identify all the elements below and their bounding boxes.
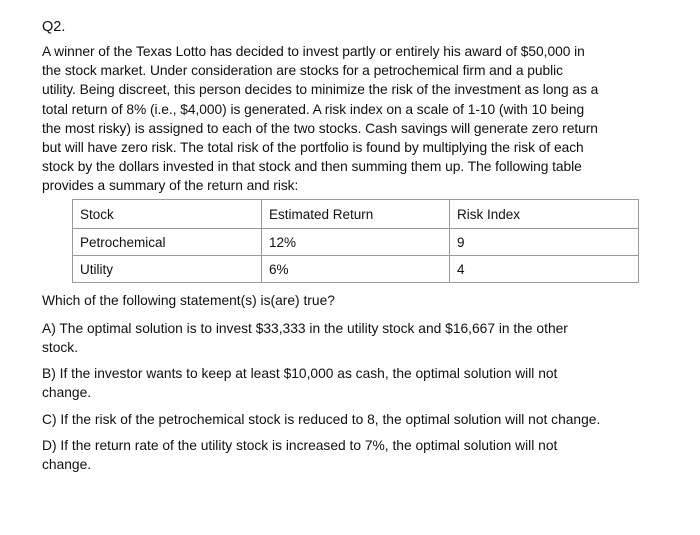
intro-line: utility. Being discreet, this person decides to minimize the risk of the investment as long as a [42,82,599,98]
option-line: stock. [42,340,79,355]
table-cell-stock: Petrochemical [73,229,262,256]
question-number: Q2. [42,19,66,35]
intro-line: stock by the dollars invested in that stock and then summing them up. The following table [42,159,582,175]
return-risk-table [72,199,639,283]
table-cell-risk: 4 [450,256,639,283]
option-b [42,364,652,402]
intro-line: A winner of the Texas Lotto has decided to invest partly or entirely his award of $50,000 in [42,44,585,59]
table-row [73,229,639,256]
question-prompt: Which of the following statement(s) is(are) true? [42,293,335,308]
option-line: D) If the return rate of the utility stock is increased to 7%, the optimal solution will not [42,438,558,453]
option-line: A) The optimal solution is to invest $33,333 in the utility stock and $16,667 in the other [42,321,568,336]
option-line: C) If the risk of the petrochemical stock is reduced to 8, the optimal solution will not change. [42,412,601,427]
intro-line: but will have zero risk. The total risk of the portfolio is found by multiplying the risk of each [42,140,584,156]
table-header-row [73,200,639,229]
option-a [42,319,652,357]
question-intro-paragraph [42,42,652,196]
intro-line: provides a summary of the return and risk: [42,178,299,194]
option-line: change. [42,457,92,472]
table-header-cell-stock: Stock [73,200,262,229]
table-cell-stock: Utility [73,256,262,283]
option-line: change. [42,385,92,400]
intro-line: total return of 8% (i.e., $4,000) is generated. A risk index on a scale of 1-10 (with 10 being [42,101,585,117]
intro-line: the most risky) is assigned to each of the two stocks. Cash savings will generate zero return [42,120,598,136]
table-cell-return: 6% [262,256,450,283]
table-header-cell-risk-index: Risk Index [450,200,639,229]
option-line: B) If the investor wants to keep at least $10,000 as cash, the optimal solution will not [42,366,558,381]
intro-line: the stock market. Under consideration are stocks for a petrochemical firm and a public [42,63,563,79]
option-d [42,436,652,474]
table-row [73,256,639,283]
option-c [42,410,652,429]
table-cell-risk: 9 [450,229,639,256]
table-header-cell-estimated-return: Estimated Return [262,200,450,229]
table-cell-return: 12% [262,229,450,256]
